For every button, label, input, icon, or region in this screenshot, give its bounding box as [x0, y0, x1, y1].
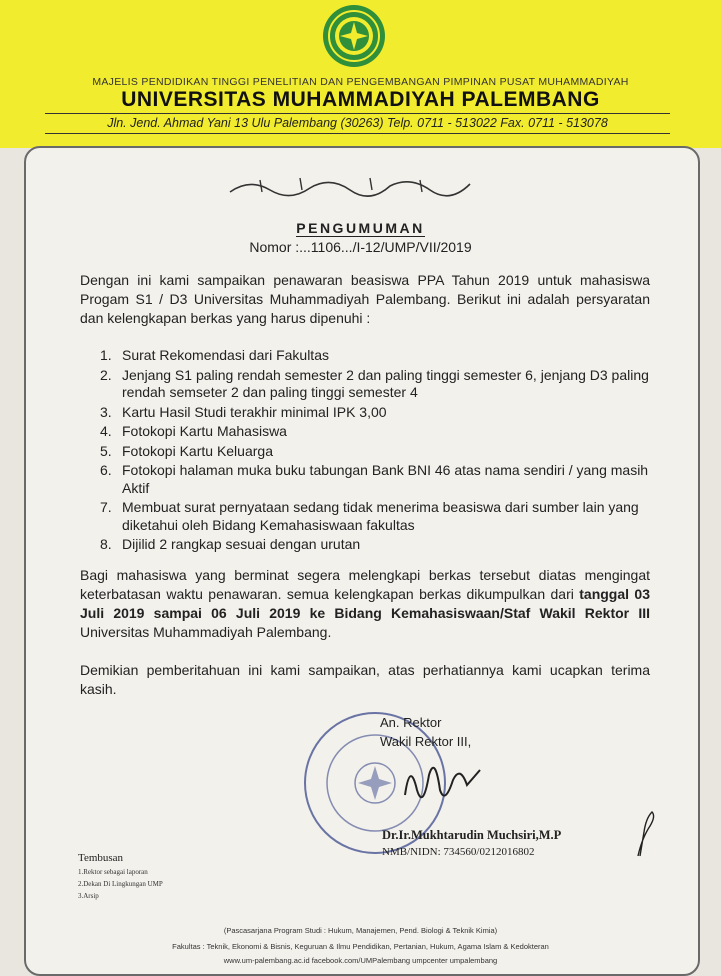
list-item: 6. Fotokopi halaman muka buku tabungan Bank BNI 46 atas nama sendiri / yang masih Aktif — [100, 462, 649, 496]
council-name: MAJELIS PENDIDIKAN TINGGI PENELITIAN DAN PENGEMBANGAN PIMPINAN PUSAT MUHAMMADIYAH — [92, 76, 629, 88]
tembusan-item: 1.Rektor sebagai laporan — [78, 868, 148, 876]
intro-paragraph: Dengan ini kami sampaikan penawaran beasiswa PPA Tahun 2019 untuk mahasiswa Progam S1 / D3 Universitas Muhammadiyah Palembang. Berikut ini adalah persyaratan dan kelengkapan berkas yang harus dipenuhi : — [80, 272, 650, 326]
tembusan-item: 3.Arsip — [78, 892, 99, 900]
reference-number: Nomor :...1106.../I-12/UMP/VII/2019 — [249, 239, 472, 255]
list-item: 3. Kartu Hasil Studi terakhir minimal IPK 3,00 — [100, 403, 387, 420]
tembusan-item: 2.Dekan Di Lingkungan UMP — [78, 880, 163, 888]
list-item: 5. Fotokopi Kartu Keluarga — [100, 442, 273, 459]
closing-paragraph: Demikian pemberitahuan ini kami sampaikan, atas perhatiannya kami ucapkan terima kasih. — [80, 662, 650, 697]
requirements-list — [100, 347, 660, 556]
basmala-calligraphy-icon — [220, 170, 480, 200]
divider — [45, 133, 670, 134]
handwritten-signature-icon — [395, 750, 485, 810]
signatory-role: Wakil Rektor III, — [380, 734, 472, 749]
letterhead — [0, 0, 721, 148]
university-logo-icon — [322, 4, 386, 68]
signatory-id: NMB/NIDN: 734560/0212016802 — [382, 846, 535, 858]
submission-paragraph: Bagi mahasiswa yang berminat segera melengkapi berkas tersebut diatas mengingat keterbatasan waktu penawaran. semua kelengkapan berkas dikumpulkan dari tanggal 03 Juli 2019 sampai 06 Juli 2019 ke Bidang Kemahasiswaan/Staf Wakil Rektor III Universitas Muhammadiyah Palembang. — [80, 567, 650, 640]
footer-faculties: Fakultas : Teknik, Ekonomi & Bisnis, Keguruan & Ilmu Pendidikan, Pertanian, Hukum, Agama Islam & Kedokteran — [172, 942, 549, 951]
signatory-an: An. Rektor — [380, 715, 442, 730]
university-name: UNIVERSITAS MUHAMMADIYAH PALEMBANG — [121, 88, 600, 111]
list-item: 4. Fotokopi Kartu Mahasiswa — [100, 423, 287, 439]
list-item: 2. Jenjang S1 paling rendah semester 2 dan paling tinggi semester 6, jenjang D3 paling rendah semseter 2 dan paling tinggi semester 4 — [100, 366, 649, 400]
footer-links: www.um-palembang.ac.id facebook.com/UMPalembang umpcenter umpalembang — [223, 956, 498, 965]
divider — [45, 113, 670, 114]
list-item: 8. Dijilid 2 rangkap sesuai dengan urutan — [100, 536, 361, 552]
list-item: 7. Membuat surat pernyataan sedang tidak menerima beasiswa dari sumber lain yang diketahui oleh Bidang Kemahasiswaan fakultas — [100, 499, 639, 533]
footer-programs: (Pascasarjana Program Studi : Hukum, Manajemen, Pend. Biologi & Teknik Kimia) — [223, 926, 498, 935]
tembusan-label: Tembusan — [78, 852, 124, 864]
basmala — [220, 170, 480, 200]
page-title: PENGUMUMAN — [296, 220, 425, 236]
list-item: 1. Surat Rekomendasi dari Fakultas — [100, 347, 329, 363]
initial-mark-icon — [630, 808, 660, 858]
address-line: Jln. Jend. Ahmad Yani 13 Ulu Palembang (30263) Telp. 0711 - 513022 Fax. 0711 - 513078 — [107, 116, 608, 130]
signatory-name: Dr.Ir.Mukhtarudin Muchsiri,M.P — [382, 828, 562, 842]
